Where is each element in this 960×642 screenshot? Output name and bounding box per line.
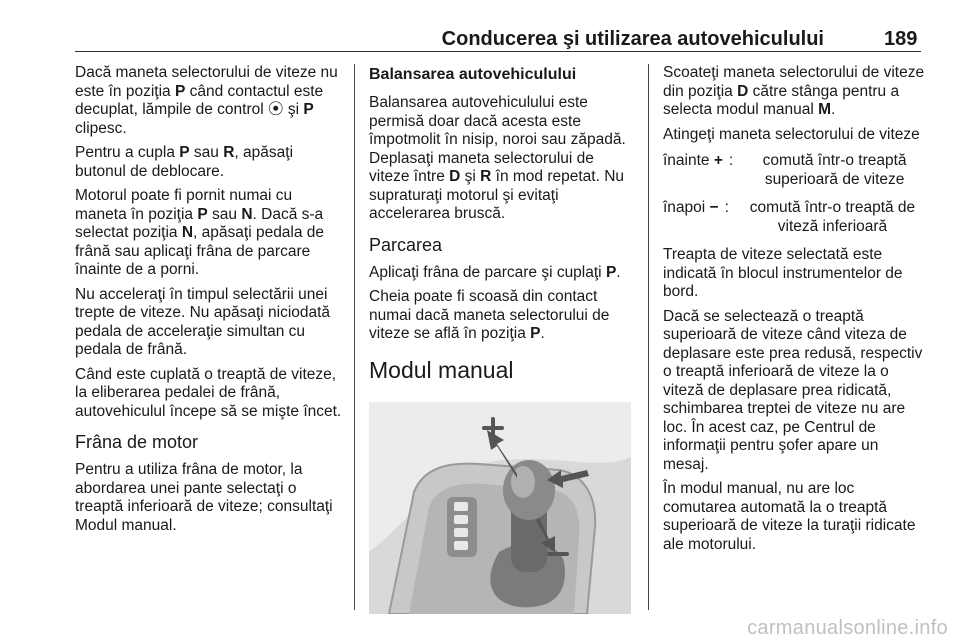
paragraph: Pentru a utiliza frâna de motor, la abordarea unei pante selectaţi o treaptă inferioară de viteze; consultaţi Modul manual. bbox=[75, 461, 333, 534]
forward-description: comută într-o treaptă superioară de viteze bbox=[762, 152, 907, 188]
header-rule bbox=[75, 51, 921, 52]
page-number: 189 bbox=[884, 28, 918, 50]
column-divider bbox=[354, 64, 355, 610]
paragraph: Pentru a cupla P sau R, apăsaţi butonul de deblocare. bbox=[75, 144, 294, 180]
paragraph: Motorul poate fi pornit numai cu maneta în poziţia P sau N. Dacă s-a selectat poziţia N, apăsaţi pedala de frână sau aplicaţi frâna de parcare înainte de a porni. bbox=[75, 187, 325, 278]
control-lamp-icon: ⦿ bbox=[268, 101, 284, 118]
back-label: înapoi bbox=[663, 199, 706, 216]
gear-selector-illustration bbox=[369, 402, 631, 614]
paragraph: Când este cuplată o treaptă de viteze, la eliberarea pedalei de frână, autovehiculul începe să se mişte încet. bbox=[75, 365, 342, 420]
paragraph: Atingeţi maneta selectorului de viteze bbox=[663, 125, 920, 143]
column-left bbox=[75, 64, 347, 541]
heading-parking: Parcarea bbox=[369, 234, 443, 255]
back-action-row: înapoi − : comută într-o treaptă de viteză inferioară bbox=[663, 199, 928, 236]
paragraph: Scoateţi maneta selectorului de viteze din poziţia D către stânga pentru a selecta modul manual M. bbox=[663, 64, 925, 118]
forward-label: înainte bbox=[663, 152, 710, 169]
column-divider bbox=[648, 64, 649, 610]
section-title: Conducerea şi utilizarea autovehiculului bbox=[441, 28, 824, 50]
watermark: carmanualsonline.info bbox=[747, 617, 948, 639]
column-right bbox=[663, 64, 928, 560]
back-description: comută într-o treaptă de viteză inferioară bbox=[749, 199, 916, 235]
page-header bbox=[0, 0, 960, 52]
paragraph: Nu acceleraţi în timpul selectării unei trepte de viteze. Nu apăsaţi niciodată pedala de acceleraţie simultan cu pedala de frână. bbox=[75, 285, 331, 358]
plus-icon: + bbox=[713, 152, 723, 169]
paragraph: Balansarea autovehiculului este permisă doar dacă acesta este împotmolit în nisip, noroi sau zăpadă. Deplasaţi maneta selectorului de viteze între D şi R în mod repetat. Nu supraturaţi motorul şi evitaţi accelerarea bruscă. bbox=[369, 94, 626, 222]
column-middle bbox=[369, 64, 636, 619]
minus-icon: − bbox=[709, 199, 719, 216]
paragraph: În modul manual, nu are loc comutarea automată la o treaptă superioară de viteze la turaţii ridicate ale motorului. bbox=[663, 480, 916, 553]
heading-engine-brake: Frâna de motor bbox=[75, 432, 199, 452]
forward-action-row: înainte + : comută într-o treaptă superioară de viteze bbox=[663, 152, 928, 189]
paragraph: Treapta de viteze selectată este indicată în blocul instrumentelor de bord. bbox=[663, 246, 903, 300]
paragraph: Dacă maneta selectorului de viteze nu este în poziţia P când contactul este decuplat, lămpile de control ⦿ şi P clipesc. bbox=[75, 64, 338, 137]
paragraph: Cheia poate fi scoasă din contact numai dacă maneta selectorului de viteze se află în poziţia P. bbox=[369, 288, 610, 342]
heading-vehicle-rocking: Balansarea autovehiculului bbox=[369, 66, 577, 83]
paragraph: Aplicaţi frâna de parcare şi cuplaţi P. bbox=[369, 263, 621, 281]
heading-manual-mode: Modul manual bbox=[369, 356, 514, 383]
paragraph: Dacă se selectează o treaptă superioară de viteze când viteza de deplasare este prea redusă, respectiv o treaptă inferioară de viteze la o viteză de deplasare prea ridicată, schimbarea treptei de viteze nu are loc. În acest caz, pe Centrul de informaţii pentru şofer apare un mesaj. bbox=[663, 307, 923, 473]
